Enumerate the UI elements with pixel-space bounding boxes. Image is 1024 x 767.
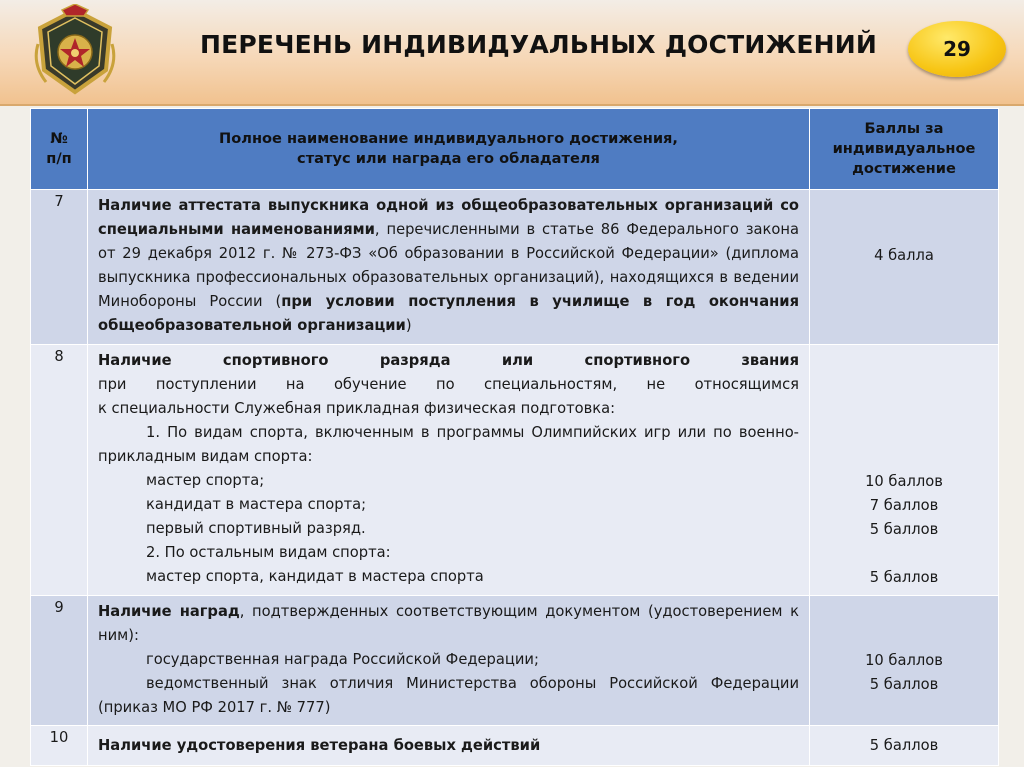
row-number: 10	[31, 726, 88, 766]
row-points: 5 баллов	[810, 726, 999, 766]
page-number-badge: 29	[908, 21, 1006, 77]
row-points: 10 баллов 7 баллов 5 баллов 5 баллов	[810, 345, 999, 596]
row-number: 9	[31, 596, 88, 726]
row-points: 4 балла	[810, 190, 999, 345]
military-school-emblem-icon	[32, 4, 118, 96]
table-row	[31, 596, 999, 726]
table-header-row	[31, 109, 999, 190]
row-description: Наличие аттестата выпускника одной из общеобразовательных организаций со специальными наименованиями, перечисленными в статье 86 Федерального закона от 29 декабря 2012 г. № 273-ФЗ «Об образовании в Российской Федерации» (диплома выпускника профессиональных образовательных организаций), находящихся в ведении Минобороны России (при условии поступления в училище в год окончания общеобразовательной организации)	[88, 190, 810, 345]
column-header-name: Полное наименование индивидуального достижения, статус или награда его обладателя	[88, 109, 810, 190]
row-number: 7	[31, 190, 88, 345]
table-row	[31, 345, 999, 596]
achievements-table	[30, 108, 999, 766]
row-points: 10 баллов 5 баллов	[810, 596, 999, 726]
page-title: ПЕРЕЧЕНЬ ИНДИВИДУАЛЬНЫХ ДОСТИЖЕНИЙ	[200, 30, 877, 59]
row-number: 8	[31, 345, 88, 596]
row-description: Наличие удостоверения ветерана боевых действий	[88, 726, 810, 766]
row-description: Наличие спортивного разряда или спортивного звания при поступлении на обучение по специальностям, не относящимся к специальности Служебная прикладная физическая подготовка: 1. По видам спорта, включенным в программы Олимпийских игр или по военно-прикладным видам спорта: мастер спорта; кандидат в мастера спорта; первый спортивный разряд. 2. По остальным видам спорта: мастер спорта, кандидат в мастера спорта	[88, 345, 810, 596]
column-header-number: № п/п	[31, 109, 88, 190]
column-header-points: Баллы за индивидуальное достижение	[810, 109, 999, 190]
table-row	[31, 726, 999, 766]
row-description: Наличие наград, подтвержденных соответствующим документом (удостоверением к ним): государственная награда Российской Федерации; ведомственный знак отличия Министерства обороны Российской Федерации (приказ МО РФ 2017 г. № 777)	[88, 596, 810, 726]
slide-header	[0, 0, 1024, 106]
table-row	[31, 190, 999, 345]
